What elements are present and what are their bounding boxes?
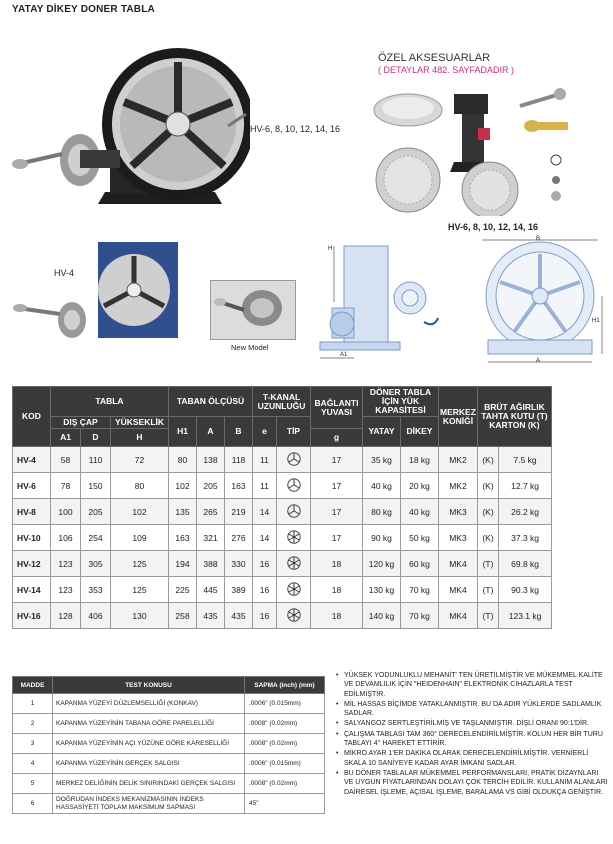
spec-cell-h: 125	[111, 577, 169, 603]
spec-cell-a: 445	[197, 577, 225, 603]
spec-cell-g: 17	[311, 473, 363, 499]
test-cell-no: 5	[13, 774, 53, 794]
drawing-caption: HV-6, 8, 10, 12, 14, 16	[448, 222, 539, 232]
drawing-label-b: B	[536, 236, 541, 242]
spec-cell-kod: HV-10	[13, 525, 51, 551]
spec-cell-g: 17	[311, 499, 363, 525]
spec-cell-e: 14	[253, 499, 277, 525]
test-cell-no: 1	[13, 694, 53, 714]
test-cell-sapma: .0006" (0.015mm)	[245, 694, 325, 714]
spec-cell-kod: HV-8	[13, 499, 51, 525]
test-cell-konu: MERKEZ DELİĞİNİN DELİK SINIRINDAKİ GERÇEK SALGISI	[53, 774, 245, 794]
spec-cell-a: 321	[197, 525, 225, 551]
th-tabla: TABLA	[51, 387, 169, 417]
th-a1: A1	[51, 429, 81, 447]
test-cell-no: 4	[13, 754, 53, 774]
spec-cell-kutu: (K)	[477, 473, 498, 499]
spec-cell-kutu: (K)	[477, 447, 498, 473]
note-item: • ÇALIŞMA TABLASI TAM 360° DERECELENDİRİLMİŞTİR. KOLUN HER BİR TURU TABLAYI 4° HAREKET ETTİRİR.	[336, 730, 608, 749]
spec-cell-d: 353	[81, 577, 111, 603]
test-cell-konu: KAPANMA YÜZEYİNİN TABANA GÖRE PARELELLİĞİ	[53, 714, 245, 734]
spec-cell-d: 110	[81, 447, 111, 473]
spec-cell-merkez: MK4	[439, 551, 478, 577]
th-merkez: MERKEZ KONİĞİ	[439, 387, 478, 447]
spec-cell-a1: 106	[51, 525, 81, 551]
spec-cell-merkez: MK4	[439, 603, 478, 629]
spec-cell-kutu: (T)	[477, 603, 498, 629]
new-model-caption: New Model	[231, 343, 269, 352]
spec-cell-a1: 78	[51, 473, 81, 499]
note-item: • SALYANGOZ SERTLEŞTİRİLMİŞ VE TAŞLANMIŞTIR. DİŞLİ ORANI 90:1'DİR.	[336, 719, 608, 728]
spec-cell-agirlik: 12.7 kg	[499, 473, 552, 499]
spec-cell-h1: 225	[169, 577, 197, 603]
spec-cell-h1: 258	[169, 603, 197, 629]
spec-cell-h: 102	[111, 499, 169, 525]
th-baglanti: BAĞLANTI YUVASI	[311, 387, 363, 429]
spec-cell-kod: HV-6	[13, 473, 51, 499]
front-view-drawing	[466, 236, 608, 366]
th-a: A	[197, 417, 225, 447]
test-cell-sapma: .0006" (0.015mm)	[245, 754, 325, 774]
test-row	[13, 794, 325, 814]
th-kapasite: DÖNER TABLA İÇİN YÜK KAPASİTESİ	[363, 387, 439, 417]
spec-cell-g: 18	[311, 551, 363, 577]
hv4-caption: HV-4	[54, 268, 75, 278]
spec-row	[13, 447, 552, 473]
page-title: YATAY DİKEY DONER TABLA	[12, 4, 155, 15]
spec-cell-kod: HV-16	[13, 603, 51, 629]
spec-cell-a1: 100	[51, 499, 81, 525]
spec-cell-e: 11	[253, 473, 277, 499]
accessories-title: ÖZEL AKSESUARLAR	[378, 52, 491, 64]
accessories-image	[370, 80, 606, 216]
th-kod: KOD	[13, 387, 51, 447]
spec-cell-e: 14	[253, 525, 277, 551]
spec-row	[13, 603, 552, 629]
spec-cell-agirlik: 90.3 kg	[499, 577, 552, 603]
th-h: H	[111, 429, 169, 447]
test-row	[13, 754, 325, 774]
six-slot-icon	[277, 551, 311, 577]
six-slot-icon	[277, 525, 311, 551]
spec-cell-kod: HV-4	[13, 447, 51, 473]
th-brut: BRÜT AĞIRLIK TAHTA KUTU (T) KARTON (K)	[477, 387, 551, 447]
test-table	[12, 676, 325, 814]
spec-cell-d: 406	[81, 603, 111, 629]
test-cell-konu: KAPANMA YÜZEYİNİN AÇI YÜZÜNE GÖRE KARESELLİĞİ	[53, 734, 245, 754]
spec-cell-a1: 58	[51, 447, 81, 473]
spec-cell-e: 16	[253, 603, 277, 629]
spec-cell-merkez: MK2	[439, 473, 478, 499]
spec-cell-merkez: MK3	[439, 499, 478, 525]
spec-cell-a: 265	[197, 499, 225, 525]
spec-cell-a1: 123	[51, 577, 81, 603]
spec-cell-e: 16	[253, 577, 277, 603]
feature-notes	[336, 671, 608, 798]
spec-cell-b: 330	[225, 551, 253, 577]
spec-row	[13, 525, 552, 551]
test-cell-sapma: .0008" (0.02mm)	[245, 774, 325, 794]
th-e: e	[253, 417, 277, 447]
th-d: D	[81, 429, 111, 447]
note-item: • MİKRO AYAR 1'ER DAKİKA OLARAK DERECELENDİRİLMİŞTİR. VERNİERLİ SKALA 10 SANİYEYE KADAR AYAR İMKANI SADLAR.	[336, 749, 608, 768]
spec-cell-agirlik: 69.8 kg	[499, 551, 552, 577]
three-slot-icon	[277, 447, 311, 473]
six-slot-icon	[277, 603, 311, 629]
spec-table	[12, 386, 552, 629]
th-yukseklik: YÜKSEKLİK	[111, 417, 169, 429]
spec-cell-h1: 163	[169, 525, 197, 551]
th-tkanal: T-KANAL UZUNLUĞU	[253, 387, 311, 417]
spec-cell-a: 205	[197, 473, 225, 499]
spec-cell-yatay: 140 kg	[363, 603, 401, 629]
spec-cell-h: 80	[111, 473, 169, 499]
test-cell-sapma: 45"	[245, 794, 325, 814]
spec-cell-kutu: (K)	[477, 499, 498, 525]
spec-cell-e: 11	[253, 447, 277, 473]
new-model-image	[210, 280, 296, 340]
spec-cell-dikey: 50 kg	[401, 525, 439, 551]
test-cell-sapma: .0008" (0.02mm)	[245, 734, 325, 754]
spec-cell-yatay: 120 kg	[363, 551, 401, 577]
test-row	[13, 734, 325, 754]
spec-cell-dikey: 70 kg	[401, 603, 439, 629]
spec-cell-h1: 102	[169, 473, 197, 499]
spec-row	[13, 577, 552, 603]
side-view-drawing	[314, 238, 464, 366]
spec-row	[13, 551, 552, 577]
spec-cell-agirlik: 37.3 kg	[499, 525, 552, 551]
spec-cell-a: 388	[197, 551, 225, 577]
spec-cell-h: 109	[111, 525, 169, 551]
drawing-label-a1: A1	[340, 352, 348, 358]
test-row	[13, 774, 325, 794]
three-slot-icon	[277, 473, 311, 499]
spec-cell-e: 16	[253, 551, 277, 577]
spec-cell-yatay: 35 kg	[363, 447, 401, 473]
spec-cell-agirlik: 123.1 kg	[499, 603, 552, 629]
spec-cell-b: 276	[225, 525, 253, 551]
spec-cell-a1: 123	[51, 551, 81, 577]
th-yatay: YATAY	[363, 417, 401, 447]
spec-cell-h1: 135	[169, 499, 197, 525]
spec-cell-yatay: 90 kg	[363, 525, 401, 551]
spec-cell-dikey: 40 kg	[401, 499, 439, 525]
spec-cell-agirlik: 7.5 kg	[499, 447, 552, 473]
spec-cell-kod: HV-12	[13, 551, 51, 577]
spec-cell-h: 72	[111, 447, 169, 473]
drawing-label-a: A	[536, 358, 541, 364]
hv4-machine-image	[10, 236, 190, 352]
spec-cell-dikey: 60 kg	[401, 551, 439, 577]
spec-cell-d: 254	[81, 525, 111, 551]
accessories-subtitle: ( DETAYLAR 482. SAYFADADIR )	[378, 65, 515, 75]
th-h1: H1	[169, 417, 197, 447]
th-b: B	[225, 417, 253, 447]
test-row	[13, 714, 325, 734]
spec-cell-g: 17	[311, 525, 363, 551]
spec-cell-d: 305	[81, 551, 111, 577]
spec-cell-merkez: MK4	[439, 577, 478, 603]
spec-cell-h1: 194	[169, 551, 197, 577]
spec-row	[13, 473, 552, 499]
note-item: • MİL HASSAS BİÇİMDE YATAKLANMIŞTIR. BU DA ADIR YÜKLERDE SADLAMLIK SADLAR.	[336, 700, 608, 719]
spec-cell-g: 18	[311, 603, 363, 629]
spec-cell-b: 435	[225, 603, 253, 629]
spec-cell-h: 125	[111, 551, 169, 577]
th-g: g	[311, 429, 363, 447]
test-cell-konu: KAPANMA YÜZEYİ DÜZLEMSELLİĞİ (KONKAV)	[53, 694, 245, 714]
spec-cell-yatay: 80 kg	[363, 499, 401, 525]
drawing-label-h1: H1	[592, 318, 600, 324]
note-item: • BU DÖNER TABLALAR MÜKEMMEL PERFORMANSLARI, PRATİK DİZAYNLARI VE UYGUN FİYATLARINDAN DOLAYI ÇOK TERCİH EDİLİR. KULLANIM ALANLARI DAİRESEL İŞLEME, AÇISAL İŞLEME, BARALAMA VS GİBİ OLDUKÇA GENİŞTİR.	[336, 769, 608, 797]
spec-cell-d: 150	[81, 473, 111, 499]
th-dis-cap: DIŞ ÇAP	[51, 417, 111, 429]
drawing-label-h: H	[328, 246, 333, 252]
spec-cell-h1: 80	[169, 447, 197, 473]
th-tip: TİP	[277, 417, 311, 447]
th-test-konusu: TEST KONUSU	[53, 677, 245, 694]
spec-cell-dikey: 20 kg	[401, 473, 439, 499]
spec-cell-h: 130	[111, 603, 169, 629]
spec-cell-a: 435	[197, 603, 225, 629]
th-sapma: SAPMA (inch) (mm)	[245, 677, 325, 694]
spec-cell-d: 205	[81, 499, 111, 525]
spec-cell-kutu: (K)	[477, 525, 498, 551]
spec-cell-merkez: MK2	[439, 447, 478, 473]
spec-cell-g: 17	[311, 447, 363, 473]
th-madde: MADDE	[13, 677, 53, 694]
test-cell-no: 3	[13, 734, 53, 754]
test-cell-no: 2	[13, 714, 53, 734]
spec-cell-yatay: 130 kg	[363, 577, 401, 603]
spec-cell-b: 118	[225, 447, 253, 473]
spec-cell-kutu: (T)	[477, 551, 498, 577]
spec-cell-dikey: 18 kg	[401, 447, 439, 473]
spec-cell-a: 138	[197, 447, 225, 473]
th-taban: TABAN ÖLÇÜSÜ	[169, 387, 253, 417]
note-item: • YÜKSEK YODUNLUKLU MEHANİT' TEN ÜRETİLMİŞTİR VE MÜKEMMEL KALİTE VE DEVAMLILIK İÇİN "HEIDENHAIN" ELEKTRONİK CİHAZLARLA TEST EDİLMİŞTİR.	[336, 671, 608, 699]
hv-main-machine-image	[10, 42, 250, 212]
spec-row	[13, 499, 552, 525]
spec-cell-b: 389	[225, 577, 253, 603]
hv-main-caption: HV-6, 8, 10, 12, 14, 16	[250, 124, 341, 134]
spec-cell-agirlik: 26.2 kg	[499, 499, 552, 525]
six-slot-icon	[277, 577, 311, 603]
test-row	[13, 694, 325, 714]
spec-cell-b: 163	[225, 473, 253, 499]
spec-cell-dikey: 70 kg	[401, 577, 439, 603]
spec-cell-yatay: 40 kg	[363, 473, 401, 499]
test-cell-sapma: .0008" (0.02mm)	[245, 714, 325, 734]
spec-cell-b: 219	[225, 499, 253, 525]
test-cell-konu: DOĞRUDAN İNDEKS MEKANİZMASININ İNDEKS HASSASİYETİ TOPLAM MAKSİMUM SAPMASI	[53, 794, 245, 814]
test-cell-konu: KAPANMA YÜZEYİNİN GERÇEK SALGISI	[53, 754, 245, 774]
test-cell-no: 6	[13, 794, 53, 814]
spec-cell-a1: 128	[51, 603, 81, 629]
spec-cell-kutu: (T)	[477, 577, 498, 603]
spec-cell-g: 18	[311, 577, 363, 603]
three-slot-icon	[277, 499, 311, 525]
spec-cell-kod: HV-14	[13, 577, 51, 603]
th-dikey: DİKEY	[401, 417, 439, 447]
spec-cell-merkez: MK3	[439, 525, 478, 551]
